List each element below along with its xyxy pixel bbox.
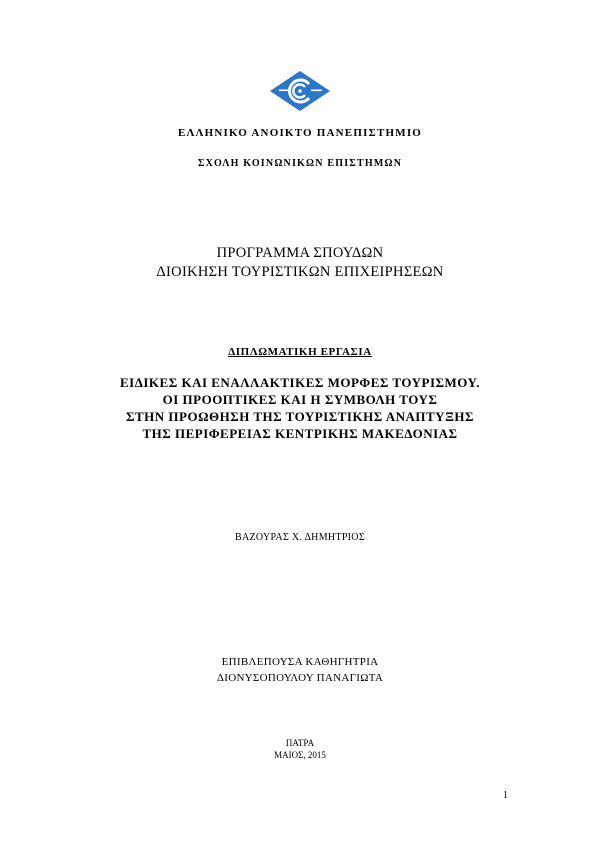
thesis-label: ΔΙΠΛΩΜΑΤΙΚΗ ΕΡΓΑΣΙΑ (228, 346, 372, 358)
program-name: ΔΙΟΙΚΗΣΗ ΤΟΥΡΙΣΤΙΚΩΝ ΕΠΙΧΕΙΡΗΣΕΩΝ (156, 264, 444, 280)
university-logo (269, 70, 331, 112)
program-title: ΠΡΟΓΡΑΜΜΑ ΣΠΟΥΔΩΝ (216, 245, 384, 261)
supervisor-name: ΔΙΟΝΥΣΟΠΟΥΛΟΥ ΠΑΝΑΓΙΩΤΑ (216, 672, 384, 684)
page-number: 1 (503, 790, 508, 801)
date: ΜΑΙΟΣ, 2015 (274, 750, 326, 760)
author-name: ΒΑΖΟΥΡΑΣ Χ. ΔΗΜΗΤΡΙΟΣ (235, 532, 365, 543)
supervisor-label: ΕΠΙΒΛΕΠΟΥΣΑ ΚΑΘΗΓΗΤΡΙΑ (221, 656, 379, 668)
thesis-title (0, 374, 600, 442)
university-name: ΕΛΛΗΝΙΚΟ ΑΝΟΙΚΤΟ ΠΑΝΕΠΙΣΤΗΜΙΟ (177, 127, 423, 139)
thesis-title-line: ΤΗΣ ΠΕΡΙΦΕΡΕΙΑΣ ΚΕΝΤΡΙΚΗΣ ΜΑΚΕΔΟΝΙΑΣ (142, 426, 458, 441)
school-name: ΣΧΟΛΗ ΚΟΙΝΩΝΙΚΩΝ ΕΠΙΣΤΗΜΩΝ (197, 158, 403, 169)
thesis-title-line: ΣΤΗΝ ΠΡΟΩΘΗΣΗ ΤΗΣ ΤΟΥΡΙΣΤΙΚΗΣ ΑΝΑΠΤΥΞΗΣ (126, 409, 474, 424)
eap-logo-icon (269, 70, 331, 112)
city: ΠΑΤΡΑ (285, 738, 315, 748)
thesis-title-line: ΟΙ ΠΡΟΟΠΤΙΚΕΣ ΚΑΙ Η ΣΥΜΒΟΛΗ ΤΟΥΣ (162, 392, 438, 407)
thesis-title-line: ΕΙΔΙΚΕΣ ΚΑΙ ΕΝΑΛΛΑΚΤΙΚΕΣ ΜΟΡΦΕΣ ΤΟΥΡΙΣΜΟΥ. (119, 375, 480, 390)
